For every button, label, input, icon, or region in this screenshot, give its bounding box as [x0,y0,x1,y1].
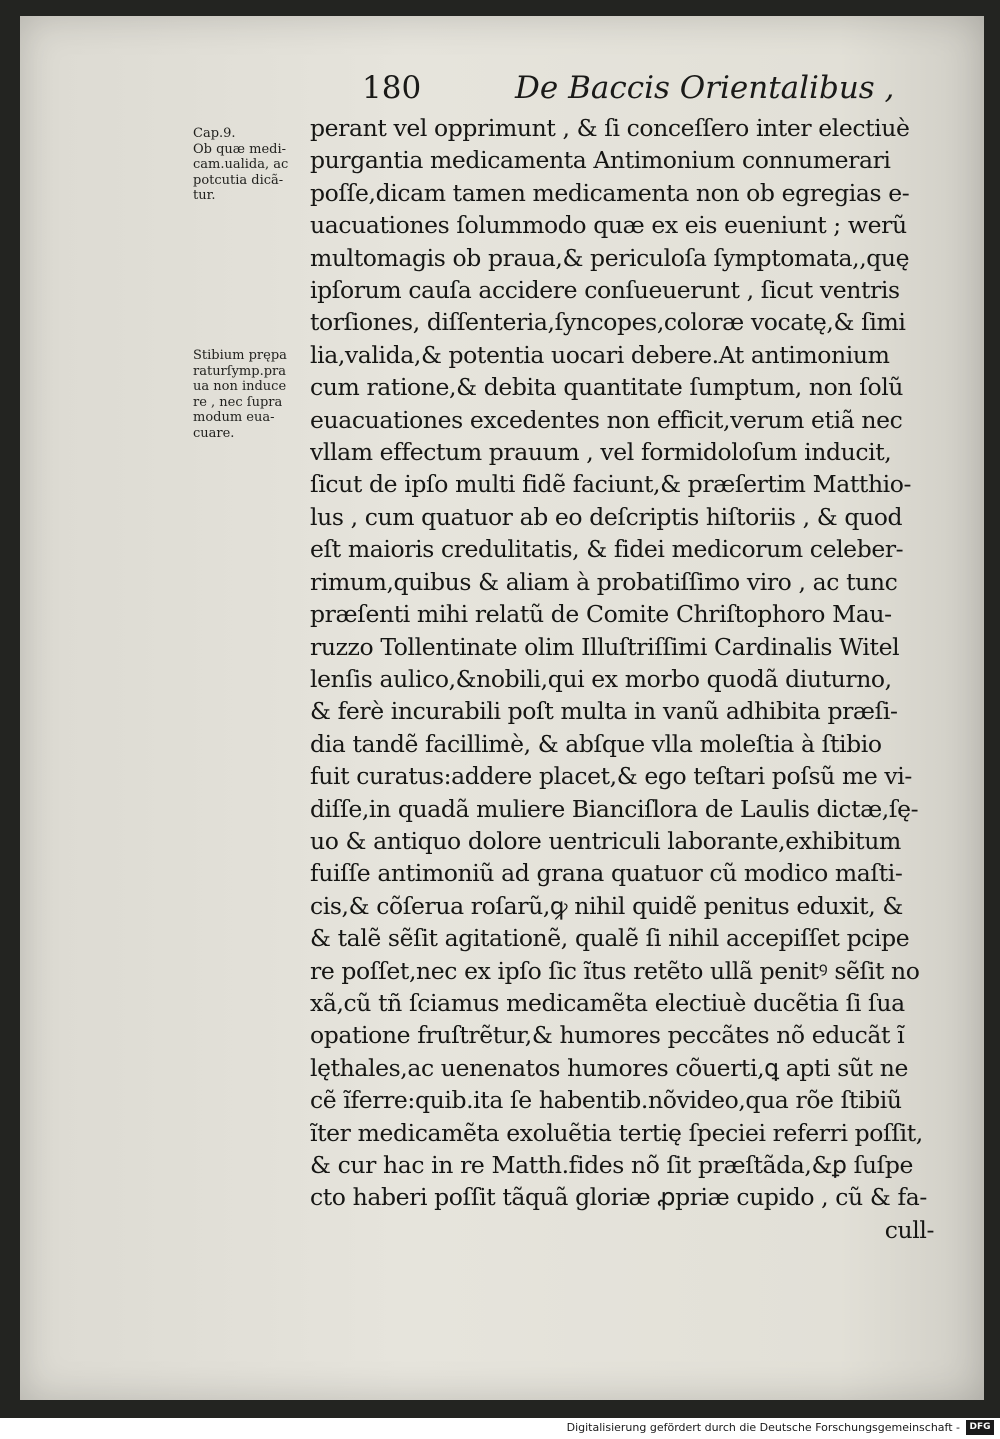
margin-note-line: tur. [193,188,216,203]
text-line: fuit curatus:addere placet,& ego teſtari poſsũ me vi- [310,762,912,791]
text-line: torſiones, diſſenteria,ſyncopes,coloræ vocatę,& ſimi [310,308,906,337]
text-line: lus , cum quatuor ab eo deſcriptis hiſtoriis , & quod [310,502,903,531]
text-line: lęthales,ac uenenatos humores cõuerti,ꝗ apti sũt ne [310,1053,908,1082]
text-line: rimum,quibus & aliam à probatiſſimo viro , ac tunc [310,567,898,596]
text-line: lenſis aulico,&nobili,qui ex morbo quodã diuturno, [310,664,892,693]
text-line: vllam effectum prauum , vel formidoloſum inducit, [310,438,892,467]
text-line: uacuationes ſolummodo quæ ex eis eueniunt ; werũ [310,211,907,240]
text-line: cis,& cõſerua roſarũ,ꝙ nihil quidẽ penitus eduxit, & [310,891,903,920]
text-line: xã,cũ tñ ſciamus medicamẽta electiuè ducẽtia ſi ſua [310,988,905,1017]
text-line: opatione fruſtrẽtur,& humores peccãtes nõ educãt ĩ [310,1021,905,1050]
text-line: uo & antiquo dolore uentriculi laborante,exhibitum [310,826,901,855]
margin-note-line: Ob quæ medi- [193,141,287,157]
text-line: cẽ ĩferre:quib.ita ſe habentib.nõvideo,qua rõe ſtibiũ [310,1086,902,1115]
text-line: ipſorum cauſa accidere conſueuerunt , ſicut ventris [310,276,900,305]
margin-note-line: potcutia dicã- [193,172,284,188]
text-line: multomagis ob praua,& periculoſa ſymptomata,,quę [310,243,910,272]
text-line: cum ratione,& debita quantitate ſumptum, non ſolũ [310,373,904,402]
margin-note-line: raturſymp.pra [193,363,286,379]
page-header [362,70,894,106]
text-line: & cur hac in re Matth.fides nõ ſit præſtãda,&ꝑ ſuſpe [310,1151,914,1179]
text-line: cto haberi poſſit tãquã gloriæ ꝓpriæ cupido , cũ & fa- [310,1183,927,1212]
margin-note-stibium [193,348,311,441]
margin-note-chapter [193,126,311,204]
text-line: re poſſet,nec ex ipſo ſic ĩtus retẽto ullã penitꝰ sẽſit no [310,956,920,985]
text-line: poſſe,dicam tamen medicamenta non ob egregias e- [310,178,910,207]
text-line: præſenti mihi relatũ de Comite Chriſtophoro Mau- [310,600,892,629]
funding-credit: Digitalisierung gefördert durch die Deutsche Forschungsgemeinschaft - [566,1421,960,1434]
text-line: euacuationes excedentes non efficit,verum etiã nec [310,405,903,434]
page-number: 180 [362,70,422,106]
margin-note-line: cam.ualida, ac [193,157,289,172]
text-line: diſſe,in quadã muliere Bianciſlora de Laulis dictæ,ſę- [310,794,919,823]
catchword: cull- [884,1215,934,1244]
text-line: ĩter medicamẽta exoluẽtia tertię ſpeciei referri poſſit, [310,1118,923,1147]
text-line: purgantia medicamenta Antimonium connumerari [310,146,891,175]
text-line: lia,valida,& potentia uocari debere.At antimonium [310,340,890,369]
margin-note-line: ua non induce [193,379,287,394]
text-line: & talẽ sẽſit agitationẽ, qualẽ ſi nihil accepiſſet pcipe [310,924,910,953]
margin-note-line: Stibium prępa [193,348,287,363]
text-line: & ferè incurabili poſt multa in vanũ adhibita præſi- [310,697,898,726]
text-line: eſt maioris credulitatis, & fidei medicorum celeber- [310,535,904,564]
text-line: dia tandẽ facillimè, & abſque vlla moleſtia à ſtibio [310,729,882,758]
footer-bar [0,1418,1000,1439]
text-line: ſicut de ipſo multi fidẽ faciunt,& præſertim Matthio- [310,470,912,499]
text-line: fuiſſe antimoniũ ad grana quatuor cũ modico maſti- [310,859,903,888]
margin-note-line: Cap.9. [193,126,236,141]
dfg-logo-icon: DFG [966,1420,994,1435]
margin-note-line: re , nec ſupra [193,394,283,410]
running-title: De Baccis Orientalibus , [515,70,895,106]
margin-note-line: cuare. [193,425,235,441]
text-line: ruzzo Tollentinate olim Illuſtriſſimi Cardinalis Witel [310,632,900,661]
text-line: perant vel opprimunt , & ſi conceſſero inter electiuè [310,114,910,142]
margin-note-line: modum eua- [193,410,275,425]
main-text-block [310,112,966,1246]
